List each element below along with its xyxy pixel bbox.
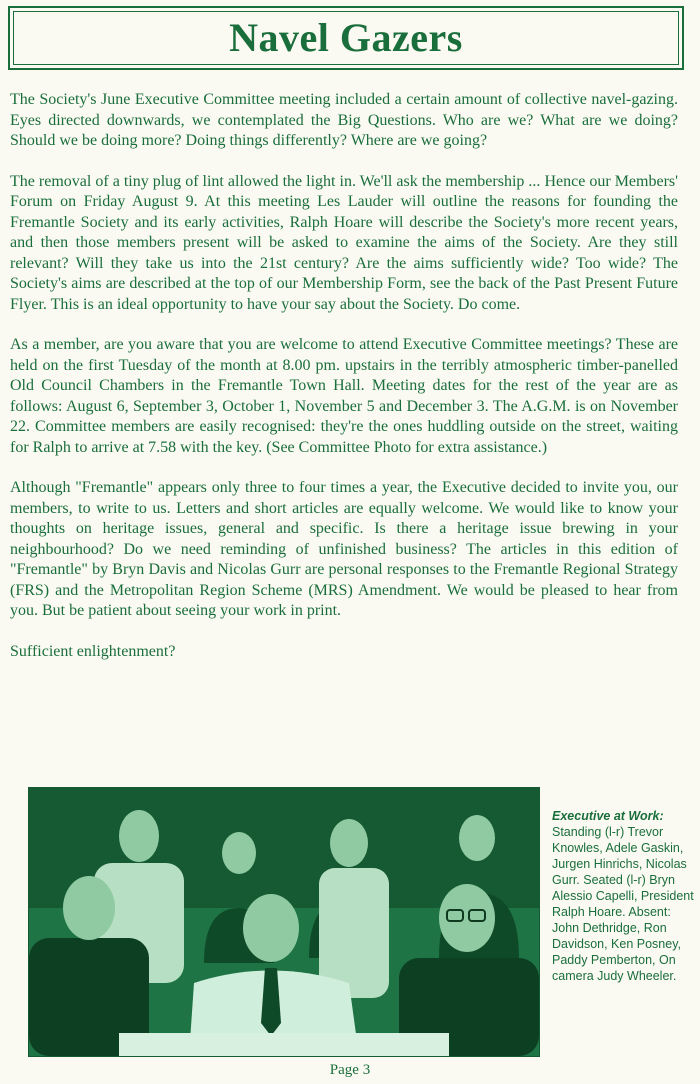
article-body xyxy=(10,90,678,682)
photo-caption xyxy=(552,808,694,984)
committee-photo xyxy=(28,787,540,1057)
title-banner xyxy=(8,6,684,70)
article-paragraph: As a member, are you aware that you are welcome to attend Executive Committee meetings? These are held on the first Tuesday of the month at 8.00 pm. upstairs in the terribly atmospheric timber-panelled Old Council Chambers in the Fremantle Town Hall. Meeting dates for the rest of the year are as follows: August 6, September 3, October 1, November 5 and December 3. The A.G.M. is on November 22. Committee members are easily recognised: they're the ones huddling outside on the street, waiting for Ralph to arrive at 7.58 with the key. (See Committee Photo for extra assistance.) xyxy=(10,336,678,456)
page-number: Page 3 xyxy=(329,1062,371,1078)
article-paragraph: Sufficient enlightenment? xyxy=(10,642,176,660)
caption-text: Standing (l-r) Trevor Knowles, Adele Gaskin, Jurgen Hinrichs, Nicolas Gurr. Seated (l-r) Bryn Alessio Capelli, President Ralph Hoare. Absent: John Dethridge, Ron Davidson, Ken Posney, Paddy Pemberton, On camera Judy Wheeler. xyxy=(552,825,694,983)
caption-heading: Executive at Work: xyxy=(552,809,664,823)
article-paragraph: The Society's June Executive Committee meeting included a certain amount of collective navel-gazing. Eyes directed downwards, we contemplated the Big Questions. Who are we? What are we doing? Should we be doing more? Doing things differently? Where are we going? xyxy=(10,91,678,149)
article-paragraph: The removal of a tiny plug of lint allowed the light in. We'll ask the membership ... Hence our Members' Forum on Friday August 9. At this meeting Les Lauder will outline the reasons for founding the Fremantle Society and its early activities, Ralph Hoare will describe the Society's more recent years, and then those members present will be asked to examine the aims of the Society. Are they still relevant? Will they take us into the 21st century? Are the aims sufficiently wide? Too wide? The Society's aims are described at the top of our Membership Form, see the back of the Past Present Future Flyer. This is an ideal opportunity to have your say about the Society. Do come. xyxy=(10,172,678,313)
article-paragraph: Although "Fremantle" appears only three to four times a year, the Executive decided to invite you, our members, to write to us. Letters and short articles are equally welcome. We would like to know your thoughts on heritage issues, general and specific. Is there a heritage issue brewing in your neighbourhood? Do we need reminding of unfinished business? The articles in this edition of "Fremantle" by Bryn Davis and Nicolas Gurr are personal responses to the Fremantle Regional Strategy (FRS) and the Metropolitan Region Scheme (MRS) Amendment. We would be pleased to hear from you. But be patient about seeing your work in print. xyxy=(10,479,678,619)
page-title: Navel Gazers xyxy=(229,15,463,60)
committee-photo-illustration xyxy=(29,788,539,1056)
